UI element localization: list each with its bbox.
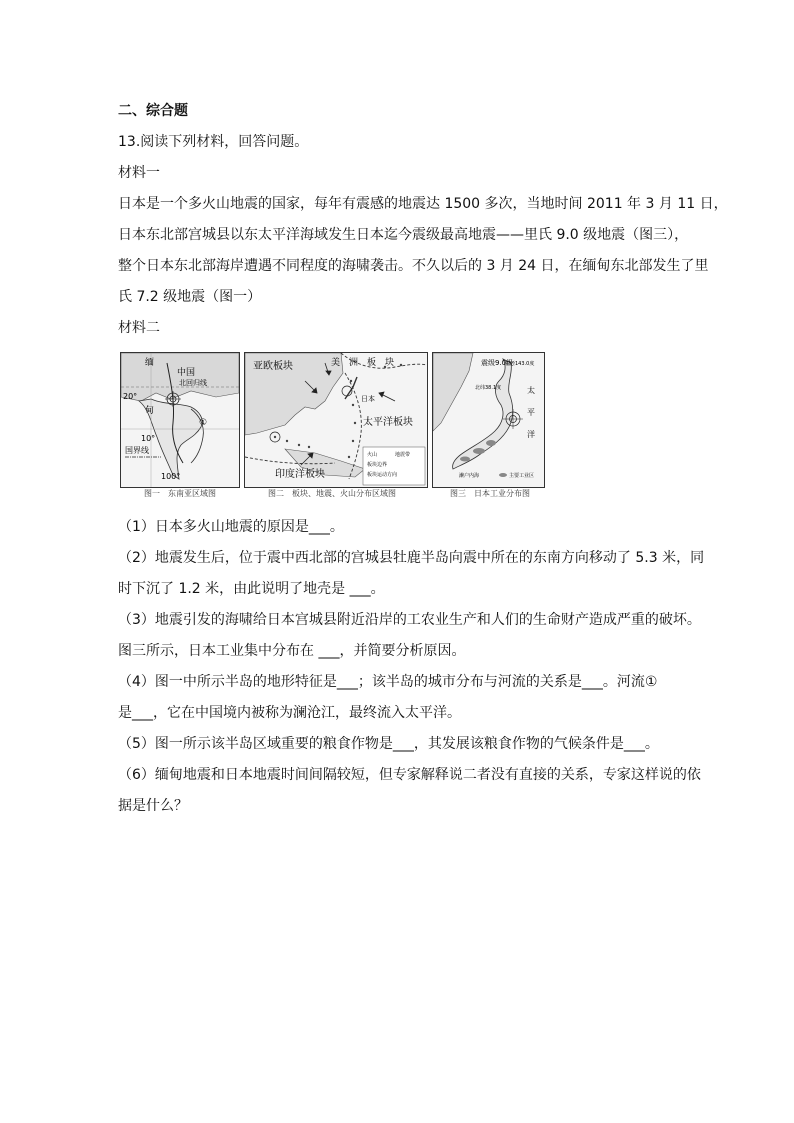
fig2-legend-quake: 地震带 bbox=[395, 452, 411, 458]
question-3-line-2: 图三所示，日本工业集中分布在 ___，并简要分析原因。 bbox=[118, 643, 466, 659]
figure-2-caption: 图二 板块、地震、火山分布区域图 bbox=[268, 489, 396, 498]
material1-line-3: 整个日本东北部海岸遭遇不同程度的海啸袭击。不久以后的 3 月 24 日，在缅甸东北部发生了里 bbox=[118, 258, 709, 274]
fig2-america-label: 美 洲 板 块 bbox=[331, 358, 395, 368]
fig1-burma-label: 缅 bbox=[145, 358, 155, 368]
plates-map-svg bbox=[245, 353, 427, 487]
fig3-pacific2-label: 平 bbox=[527, 408, 535, 417]
material2-label: 材料二 bbox=[118, 320, 160, 336]
fig2-legend-boundary: 板块边界 bbox=[367, 462, 388, 468]
section-title: 二、综合题 bbox=[118, 103, 188, 119]
question-4-line-2: 是___，它在中国境内被称为澜沧江，最终流入太平洋。 bbox=[118, 705, 461, 721]
fig2-legend-direction: 板块运动方向 bbox=[367, 472, 398, 478]
question-6-line-2: 据是什么？ bbox=[118, 798, 188, 814]
fig3-legend-label: 主要工业区 bbox=[509, 473, 535, 479]
question-2-line-2: 时下沉了 1.2 米，由此说明了地壳是 ___。 bbox=[118, 581, 385, 597]
figure-1-southeast-asia-map bbox=[120, 352, 240, 488]
figure-3-japan-industry-map bbox=[432, 352, 545, 488]
fig2-indian-label: 印度洋板块 bbox=[275, 469, 325, 480]
question-3-line-1: （3）地震引发的海啸给日本宫城县附近沿岸的工农业生产和人们的生命财产造成严重的破坏。 bbox=[118, 612, 701, 628]
question-2-line-1: （2）地震发生后，位于震中西北部的宫城县牡鹿半岛向震中所在的东南方向移动了 5.3 米，同 bbox=[118, 550, 705, 566]
fig3-lon-label: 东经143.0度 bbox=[505, 361, 535, 367]
fig3-pacific1-label: 太 bbox=[527, 386, 535, 395]
question-1: （1）日本多火山地震的原因是___。 bbox=[118, 519, 344, 535]
fig2-eurasia-label: 亚欧板块 bbox=[253, 361, 293, 372]
fig1-tropic-label: 北回归线 bbox=[179, 379, 207, 387]
japan-industry-map-svg bbox=[433, 353, 544, 487]
material1-label: 材料一 bbox=[118, 165, 160, 181]
question-stem: 13.阅读下列材料，回答问题。 bbox=[118, 134, 309, 150]
figure-2-plates-map bbox=[244, 352, 428, 488]
fig2-pacific-label: 太平洋板块 bbox=[363, 417, 413, 428]
fig3-lat-label: 北纬38.1度 bbox=[475, 385, 502, 391]
fig1-china-label: 中国 bbox=[177, 368, 196, 378]
figure-strip bbox=[120, 352, 545, 502]
fig3-inland-sea-label: 濑户内海 bbox=[459, 473, 480, 479]
fig1-border-label: 国界线 bbox=[125, 446, 149, 455]
fig1-lon100-label: 100° bbox=[161, 472, 181, 481]
fig2-legend-volcano: 火山 bbox=[367, 452, 378, 458]
figure-1-caption: 图一 东南亚区域图 bbox=[144, 489, 216, 498]
material1-line-2: 日本东北部宫城县以东太平洋海域发生日本迄今震级最高地震——里氏 9.0 级地震（图三）， bbox=[118, 227, 689, 243]
fig1-burma2-label: 甸 bbox=[145, 406, 155, 416]
fig1-lat20-label: 20° bbox=[123, 392, 138, 401]
question-5: （5）图一所示该半岛区域重要的粮食作物是___，其发展该粮食作物的气候条件是___。 bbox=[118, 736, 659, 752]
fig1-lat10-label: 10° bbox=[141, 434, 156, 443]
fig3-quake-label: 震级9.0级 bbox=[481, 359, 514, 367]
fig1-river-number: ① bbox=[199, 418, 208, 428]
figure-3-caption: 图三 日本工业分布图 bbox=[450, 489, 530, 498]
material1-line-4: 氏 7.2 级地震（图一） bbox=[118, 289, 262, 305]
fig3-pacific3-label: 洋 bbox=[527, 430, 535, 439]
material1-line-1: 日本是一个多火山地震的国家，每年有震感的地震达 1500 多次，当地时间 2011 年 3 月 11 日， bbox=[118, 196, 728, 212]
question-4-line-1: （4）图一中所示半岛的地形特征是___；该半岛的城市分布与河流的关系是___。河流① bbox=[118, 674, 658, 690]
fig2-japan-label: 日本 bbox=[361, 395, 375, 403]
southeast-asia-map-svg bbox=[121, 353, 239, 487]
question-6-line-1: （6）缅甸地震和日本地震时间间隔较短，但专家解释说二者没有直接的关系，专家这样说的依 bbox=[118, 767, 701, 783]
